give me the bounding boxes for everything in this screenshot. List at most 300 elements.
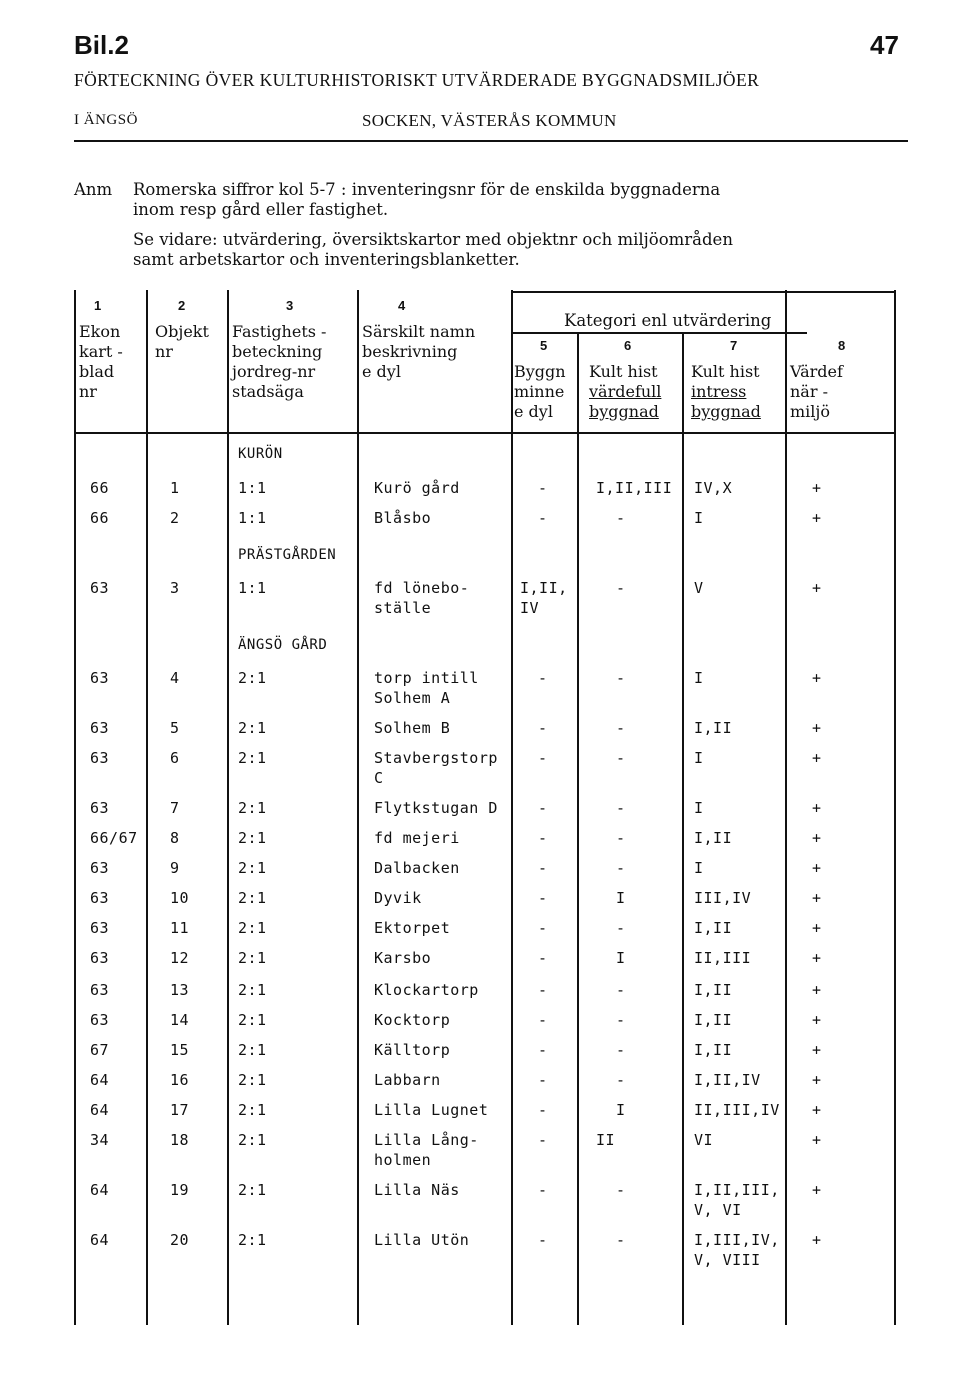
cell-line: 64 — [90, 1181, 110, 1199]
cell-c8 — [812, 1230, 822, 1250]
cell-line: I,II — [694, 719, 733, 737]
cell-line: + — [812, 719, 822, 737]
cell-c4 — [374, 1180, 460, 1200]
cell-line: + — [812, 829, 822, 847]
cell-c3 — [238, 1100, 267, 1120]
cell-c7 — [694, 1180, 780, 1220]
col-number: 2 — [178, 298, 186, 313]
cell-line: - — [538, 1011, 548, 1029]
cell-line: 2 — [170, 509, 180, 527]
cell-c2 — [170, 828, 180, 848]
cell-line: Lilla Lugnet — [374, 1101, 489, 1119]
cell-line: - — [538, 1131, 548, 1149]
cell-c3 — [238, 1010, 267, 1030]
category-rule — [511, 332, 807, 334]
cell-line: + — [812, 669, 822, 687]
cell-line: - — [538, 719, 548, 737]
cell-line: + — [812, 579, 822, 597]
cell-line: - — [616, 799, 626, 817]
col-divider — [682, 332, 684, 1325]
cell-line: 6 — [170, 749, 180, 767]
col-number: 6 — [624, 338, 632, 353]
cell-line: + — [812, 919, 822, 937]
cell-line: VI — [694, 1131, 714, 1149]
cell-line: 3 — [170, 579, 180, 597]
cell-c4 — [374, 1070, 441, 1090]
cell-c4 — [374, 668, 479, 708]
cell-c6 — [616, 508, 626, 528]
cell-line: 63 — [90, 579, 110, 597]
cell-c5 — [538, 1100, 548, 1120]
cell-c4 — [374, 578, 469, 618]
cell-c3 — [238, 578, 267, 598]
cell-c8 — [812, 1180, 822, 1200]
cell-c1 — [90, 1100, 109, 1120]
cell-c8 — [812, 828, 822, 848]
cell-c7 — [694, 478, 732, 498]
cell-line: 2:1 — [238, 919, 267, 937]
cell-line: 63 — [90, 949, 110, 967]
cell-line: I,II — [694, 981, 733, 999]
cell-c1 — [90, 798, 109, 818]
cell-line: 5 — [170, 719, 180, 737]
cell-line: holmen — [374, 1151, 432, 1169]
cell-c2 — [170, 918, 189, 938]
cell-c8 — [812, 748, 822, 768]
cell-c6 — [616, 578, 626, 598]
header-rule — [74, 432, 896, 434]
cell-c7 — [694, 888, 751, 908]
cell-c8 — [812, 1130, 822, 1150]
title-rule — [74, 140, 908, 142]
cell-line: 2:1 — [238, 1101, 267, 1119]
cell-c5 — [538, 668, 548, 688]
cell-line: 11 — [170, 919, 190, 937]
cell-c8 — [812, 1100, 822, 1120]
cell-line: 2:1 — [238, 719, 267, 737]
cell-c1 — [90, 888, 109, 908]
cell-line: - — [616, 1041, 626, 1059]
cell-c2 — [170, 1040, 189, 1060]
cell-line: I — [616, 1101, 626, 1119]
cell-line: fd lönebo- — [374, 579, 470, 597]
header-c8: Värdef när - miljö — [790, 362, 843, 421]
cell-c4 — [374, 1230, 469, 1250]
cell-line: 8 — [170, 829, 180, 847]
cell-c1 — [90, 1180, 109, 1200]
cell-c5 — [538, 828, 548, 848]
cell-c8 — [812, 948, 822, 968]
cell-c4 — [374, 980, 479, 1000]
cell-line: - — [616, 669, 626, 687]
cell-line: 20 — [170, 1231, 190, 1249]
cell-line: IV,X — [694, 479, 733, 497]
cell-line: + — [812, 1071, 822, 1089]
cell-line: 2:1 — [238, 1041, 267, 1059]
cell-line: 1:1 — [238, 509, 267, 527]
cell-c8 — [812, 918, 822, 938]
cell-c4 — [374, 718, 450, 738]
cell-line: + — [812, 479, 822, 497]
cell-c2 — [170, 478, 180, 498]
cell-line: II,III — [694, 949, 752, 967]
cell-line: + — [812, 949, 822, 967]
cell-c6 — [616, 888, 626, 908]
cell-line: 7 — [170, 799, 180, 817]
cell-line: - — [616, 579, 626, 597]
cell-c5 — [538, 888, 548, 908]
cell-c1 — [90, 948, 109, 968]
cell-line: 2:1 — [238, 859, 267, 877]
cell-c4 — [374, 888, 422, 908]
page-title: FÖRTECKNING ÖVER KULTURHISTORISKT UTVÄRDERADE BYGGNADSMILJÖER — [74, 70, 760, 90]
cell-c4 — [374, 798, 498, 818]
cell-line: V — [694, 579, 704, 597]
category-header: Kategori enl utvärdering — [564, 311, 772, 330]
cell-line: - — [538, 859, 548, 877]
cell-line: I,II,IV — [694, 1071, 761, 1089]
note-line: samt arbetskartor och inventeringsblanketter. — [133, 250, 520, 269]
col-number: 5 — [540, 338, 548, 353]
cell-line: 16 — [170, 1071, 190, 1089]
cell-c1 — [90, 918, 109, 938]
cell-c6 — [616, 858, 626, 878]
header-c3: Fastighets - beteckning jordreg-nr stadsäga — [232, 322, 327, 401]
cell-line: 2:1 — [238, 949, 267, 967]
cell-c1 — [90, 1040, 109, 1060]
table-right-border — [894, 290, 896, 1325]
cell-c3 — [238, 718, 267, 738]
cell-c6 — [596, 1130, 615, 1150]
cell-line: I,II, — [520, 579, 568, 597]
cell-c8 — [812, 718, 822, 738]
cell-c2 — [170, 798, 180, 818]
category-top-rule — [511, 291, 896, 293]
cell-c7 — [694, 1230, 780, 1270]
cell-line: 2:1 — [238, 1071, 267, 1089]
cell-c7 — [694, 718, 732, 738]
cell-line: Kurö gård — [374, 479, 460, 497]
cell-line: III,IV — [694, 889, 752, 907]
cell-line: 67 — [90, 1041, 110, 1059]
cell-c8 — [812, 1010, 822, 1030]
cell-line: 2:1 — [238, 749, 267, 767]
cell-line: 2:1 — [238, 669, 267, 687]
col-number: 7 — [730, 338, 738, 353]
cell-line: 2:1 — [238, 1181, 267, 1199]
cell-line: 63 — [90, 669, 110, 687]
table-left-border — [74, 290, 76, 1325]
cell-line: Labbarn — [374, 1071, 441, 1089]
cell-c3 — [238, 918, 267, 938]
cell-c3 — [238, 668, 267, 688]
cell-line: II,III,IV — [694, 1101, 780, 1119]
note-line: inom resp gård eller fastighet. — [133, 200, 389, 219]
header-c2: Objekt nr — [155, 322, 209, 361]
cell-c1 — [90, 508, 109, 528]
cell-c5 — [538, 478, 548, 498]
cell-c6 — [616, 798, 626, 818]
cell-c3 — [238, 798, 267, 818]
cell-c7 — [694, 1070, 761, 1090]
cell-line: Lilla Lång- — [374, 1131, 479, 1149]
cell-c1 — [90, 1230, 109, 1250]
section-heading: ÄNGSÖ GÅRD — [238, 637, 328, 653]
cell-c4 — [374, 1040, 450, 1060]
cell-line: I — [694, 669, 704, 687]
cell-c4 — [374, 508, 431, 528]
cell-line: I,II,III — [596, 479, 673, 497]
cell-line: Källtorp — [374, 1041, 451, 1059]
cell-line: ställe — [374, 599, 432, 617]
cell-c6 — [616, 980, 626, 1000]
cell-c2 — [170, 888, 189, 908]
cell-line: I — [694, 799, 704, 817]
cell-c3 — [238, 1130, 267, 1150]
cell-line: + — [812, 1181, 822, 1199]
cell-line: - — [616, 981, 626, 999]
cell-c6 — [596, 478, 672, 498]
cell-c7 — [694, 828, 732, 848]
cell-line: 15 — [170, 1041, 190, 1059]
cell-line: I,II — [694, 919, 733, 937]
cell-c6 — [616, 1070, 626, 1090]
col-number: 1 — [94, 298, 102, 313]
cell-c1 — [90, 718, 109, 738]
cell-line: + — [812, 749, 822, 767]
cell-line: 66 — [90, 479, 110, 497]
cell-c3 — [238, 1070, 267, 1090]
cell-line: - — [616, 1231, 626, 1249]
cell-c4 — [374, 1130, 479, 1170]
cell-c5 — [538, 1070, 548, 1090]
col-divider — [146, 290, 148, 1325]
cell-c3 — [238, 858, 267, 878]
cell-c5 — [538, 508, 548, 528]
cell-line: I — [616, 949, 626, 967]
cell-c3 — [238, 948, 267, 968]
cell-line: 66 — [90, 509, 110, 527]
cell-c1 — [90, 858, 109, 878]
cell-c3 — [238, 980, 267, 1000]
cell-c2 — [170, 508, 180, 528]
cell-line: V, VI — [694, 1201, 742, 1219]
cell-c5 — [538, 1180, 548, 1200]
cell-line: 63 — [90, 719, 110, 737]
cell-c3 — [238, 1180, 267, 1200]
cell-line: 2:1 — [238, 799, 267, 817]
section-heading: PRÄSTGÅRDEN — [238, 547, 337, 563]
cell-c7 — [694, 1010, 732, 1030]
cell-c3 — [238, 888, 267, 908]
cell-c2 — [170, 1070, 189, 1090]
cell-c2 — [170, 1230, 189, 1250]
cell-line: Stavbergstorp — [374, 749, 498, 767]
cell-line: 10 — [170, 889, 190, 907]
page-label: Bil.2 — [74, 30, 129, 60]
header-c1: Ekon kart - blad nr — [79, 322, 123, 401]
cell-line: I,II — [694, 1011, 733, 1029]
cell-c1 — [90, 668, 109, 688]
cell-c2 — [170, 858, 180, 878]
cell-c1 — [90, 1130, 109, 1150]
cell-line: II — [596, 1131, 616, 1149]
cell-c2 — [170, 1130, 189, 1150]
cell-c7 — [694, 508, 704, 528]
cell-line: 2:1 — [238, 981, 267, 999]
cell-c7 — [694, 858, 704, 878]
cell-c5 — [538, 948, 548, 968]
cell-line: Dalbacken — [374, 859, 460, 877]
cell-line: Kocktorp — [374, 1011, 451, 1029]
cell-line: - — [616, 749, 626, 767]
cell-line: torp intill — [374, 669, 479, 687]
cell-c8 — [812, 1040, 822, 1060]
cell-line: I,II — [694, 1041, 733, 1059]
cell-line: 17 — [170, 1101, 190, 1119]
cell-c5 — [538, 718, 548, 738]
cell-c8 — [812, 578, 822, 598]
cell-line: - — [538, 749, 548, 767]
cell-line: 18 — [170, 1131, 190, 1149]
col-divider — [227, 290, 229, 1325]
cell-c7 — [694, 980, 732, 1000]
cell-line: - — [616, 1181, 626, 1199]
cell-c2 — [170, 980, 189, 1000]
cell-c1 — [90, 828, 138, 848]
cell-c6 — [616, 1180, 626, 1200]
cell-line: - — [538, 509, 548, 527]
cell-line: 63 — [90, 859, 110, 877]
cell-line: 9 — [170, 859, 180, 877]
cell-line: IV — [520, 599, 540, 617]
cell-c2 — [170, 1180, 189, 1200]
cell-line: 63 — [90, 1011, 110, 1029]
cell-c5 — [538, 1130, 548, 1150]
cell-c8 — [812, 1070, 822, 1090]
cell-c6 — [616, 948, 626, 968]
page-number: 47 — [870, 30, 899, 60]
section-heading: KURÖN — [238, 446, 283, 462]
cell-c5 — [538, 858, 548, 878]
cell-c3 — [238, 478, 267, 498]
cell-c1 — [90, 980, 109, 1000]
cell-c8 — [812, 980, 822, 1000]
cell-c8 — [812, 478, 822, 498]
cell-line: - — [538, 669, 548, 687]
cell-c1 — [90, 1010, 109, 1030]
cell-line: 2:1 — [238, 1011, 267, 1029]
cell-c4 — [374, 948, 431, 968]
cell-line: I — [616, 889, 626, 907]
cell-line: V, VIII — [694, 1251, 761, 1269]
cell-line: + — [812, 799, 822, 817]
cell-line: 2:1 — [238, 1231, 267, 1249]
col-number: 8 — [838, 338, 846, 353]
cell-line: + — [812, 1231, 822, 1249]
cell-line: I — [694, 749, 704, 767]
cell-line: - — [538, 1101, 548, 1119]
cell-c7 — [694, 578, 704, 598]
cell-line: - — [538, 919, 548, 937]
cell-c4 — [374, 748, 498, 788]
cell-line: - — [538, 1071, 548, 1089]
cell-c7 — [694, 798, 704, 818]
cell-line: 1:1 — [238, 479, 267, 497]
cell-line: - — [538, 949, 548, 967]
cell-c3 — [238, 508, 267, 528]
cell-line: + — [812, 1101, 822, 1119]
cell-line: - — [538, 889, 548, 907]
header-c4: Särskilt namn beskrivning e dyl — [362, 322, 476, 381]
cell-line: 34 — [90, 1131, 110, 1149]
header-c7: Kult hist intress byggnad — [691, 362, 761, 421]
cell-c4 — [374, 1100, 488, 1120]
cell-c5 — [538, 748, 548, 768]
cell-c5 — [538, 918, 548, 938]
cell-line: + — [812, 1011, 822, 1029]
cell-c4 — [374, 1010, 450, 1030]
cell-line: C — [374, 769, 384, 787]
cell-line: 63 — [90, 919, 110, 937]
cell-c8 — [812, 798, 822, 818]
cell-line: 64 — [90, 1101, 110, 1119]
note-line: Se vidare: utvärdering, översiktskartor med objektnr och miljöområden — [133, 230, 733, 249]
note-label: Anm — [74, 180, 113, 199]
cell-c6 — [616, 828, 626, 848]
cell-line: - — [538, 829, 548, 847]
cell-line: - — [616, 1071, 626, 1089]
header-c6: Kult hist värdefull byggnad — [589, 362, 662, 421]
cell-c6 — [616, 1040, 626, 1060]
cell-c4 — [374, 478, 460, 498]
cell-line: I — [694, 509, 704, 527]
cell-line: 1:1 — [238, 579, 267, 597]
cell-c1 — [90, 748, 109, 768]
cell-line: 2:1 — [238, 829, 267, 847]
cell-line: Solhem A — [374, 689, 451, 707]
cell-line: - — [616, 859, 626, 877]
cell-line: 63 — [90, 981, 110, 999]
cell-line: I — [694, 859, 704, 877]
cell-c6 — [616, 918, 626, 938]
header-c5: Byggn minne e dyl — [514, 362, 566, 421]
cell-c1 — [90, 1070, 109, 1090]
cell-line: 63 — [90, 889, 110, 907]
cell-c5 — [538, 1230, 548, 1250]
cell-line: Lilla Utön — [374, 1231, 470, 1249]
cell-c2 — [170, 718, 180, 738]
cell-line: + — [812, 509, 822, 527]
cell-line: 66/67 — [90, 829, 138, 847]
cell-c3 — [238, 1040, 267, 1060]
cell-line: + — [812, 1041, 822, 1059]
cell-line: 1 — [170, 479, 180, 497]
cell-line: - — [616, 1011, 626, 1029]
cell-line: Flytkstugan D — [374, 799, 498, 817]
cell-line: 64 — [90, 1071, 110, 1089]
cell-c2 — [170, 578, 180, 598]
cell-line: 2:1 — [238, 889, 267, 907]
cell-c6 — [616, 1100, 626, 1120]
cell-c7 — [694, 748, 704, 768]
col-number: 4 — [398, 298, 406, 313]
cell-c7 — [694, 1040, 732, 1060]
cell-line: + — [812, 859, 822, 877]
cell-line: I,II,III, — [694, 1181, 780, 1199]
cell-c6 — [616, 1010, 626, 1030]
cell-c3 — [238, 1230, 267, 1250]
